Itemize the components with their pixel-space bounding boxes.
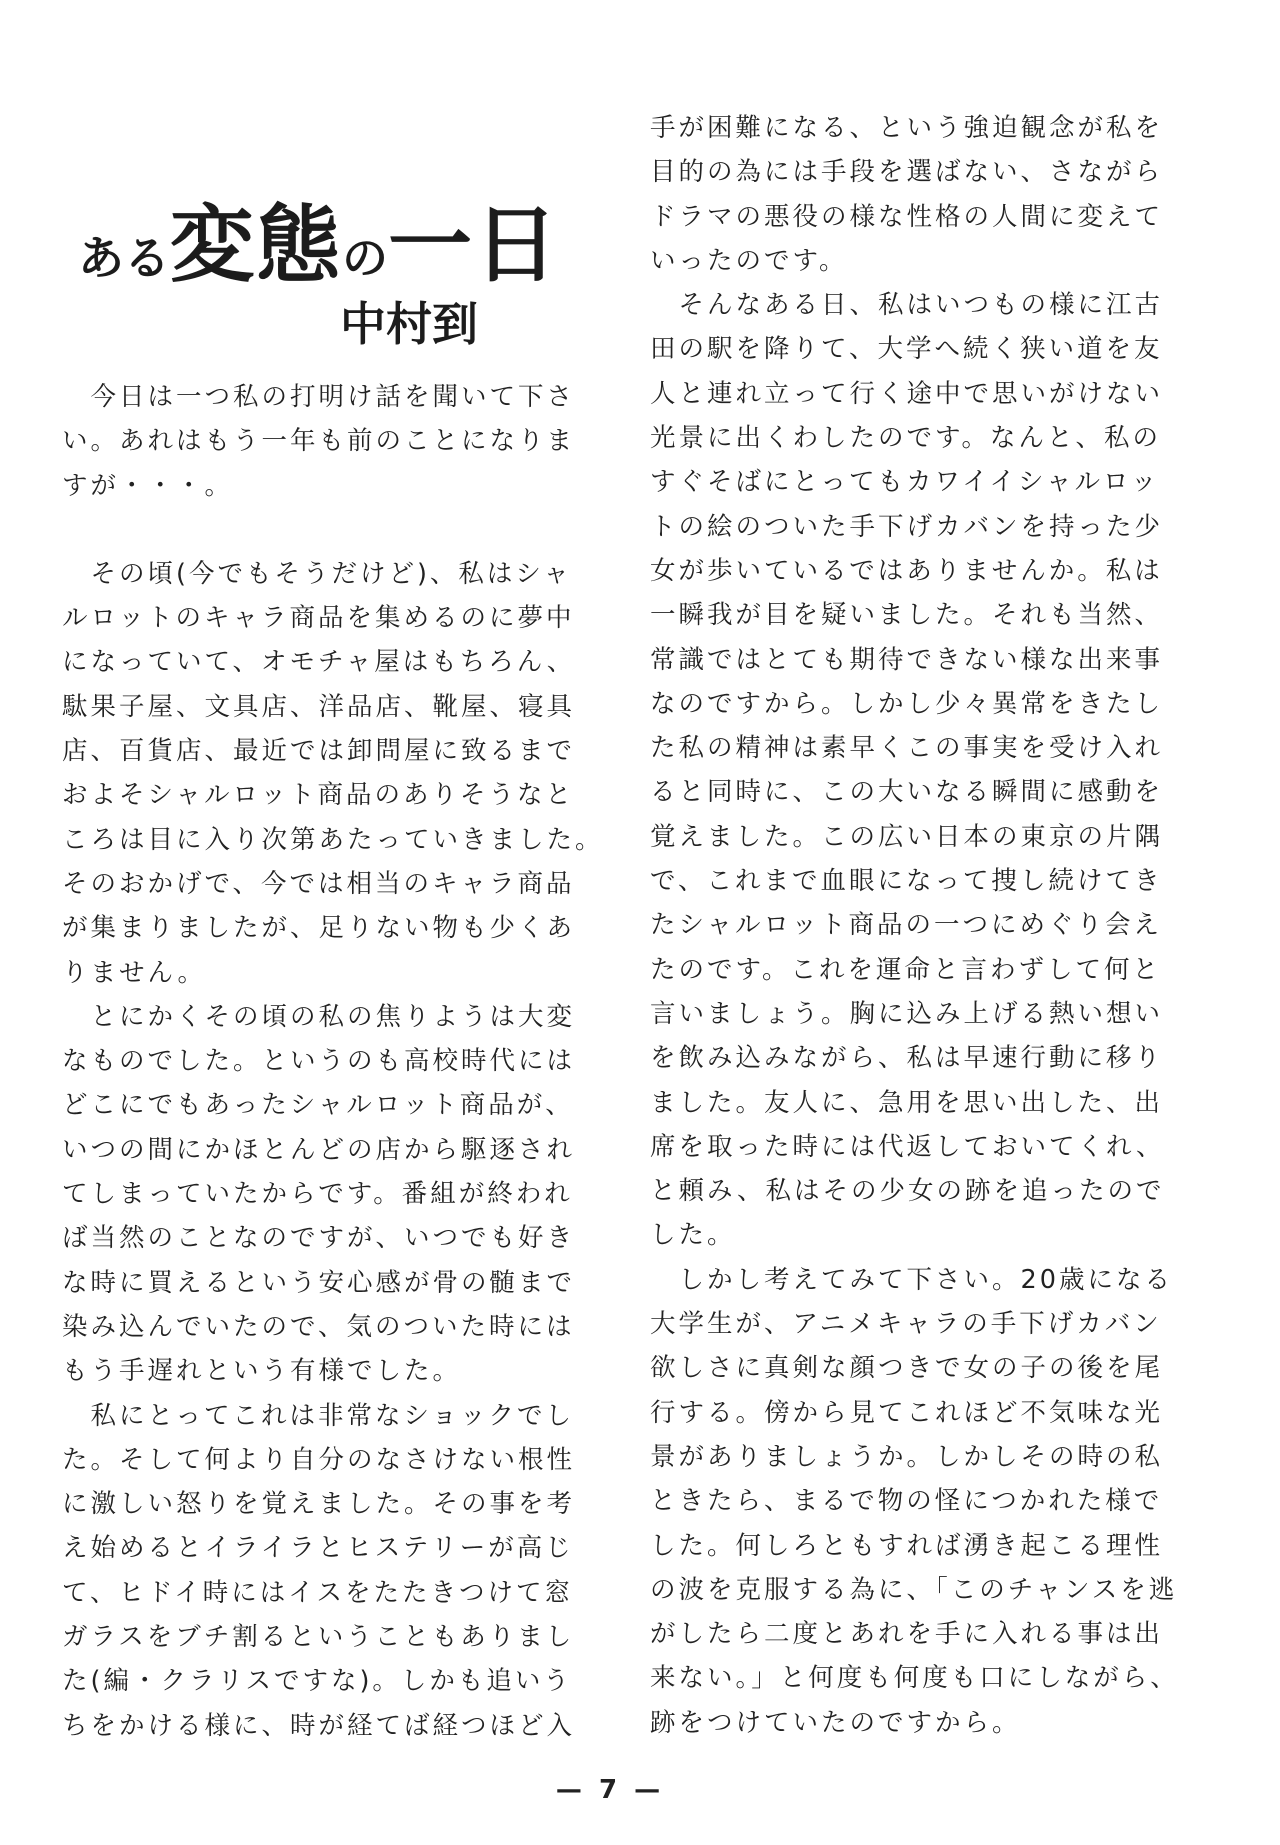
title-part-1: ある <box>78 231 170 285</box>
text-line: 染み込んでいたので、気のついた時には <box>62 1311 575 1342</box>
text-line: た(編・クラリスですな)。しかも追いう <box>62 1666 572 1697</box>
text-line: その頃(今でもそうだけど)、私はシャ <box>62 558 572 589</box>
title-part-3: の <box>342 231 389 285</box>
text-line: い。あれはもう一年も前のことになりま <box>62 426 576 457</box>
text-line: ころは目に入り次第あたっていきました。 <box>62 824 604 855</box>
text-line: て、ヒドイ時にはイスをたたきつけて窓 <box>62 1577 573 1608</box>
text-line: ば当然のことなのですが、いつでも好き <box>62 1223 576 1254</box>
text-line: りません。 <box>62 957 207 988</box>
left-column <box>62 375 602 1748</box>
text-line: した。 <box>650 1220 736 1251</box>
text-line: どこにでもあったシャルロット商品が、 <box>62 1090 574 1121</box>
text-line: ときたら、まるで物の怪につかれた様で <box>650 1486 1163 1517</box>
text-line: 人と連れ立って行く途中で思いがけない <box>650 378 1164 409</box>
text-line: した。何しろともすれば湧き起こる理性 <box>650 1530 1164 1561</box>
article-title <box>78 178 598 294</box>
text-line: 大学生が、アニメキャラの手下げカバン <box>650 1309 1162 1340</box>
text-line: で、これまで血眼になって捜し続けてき <box>650 866 1163 897</box>
text-line: と頼み、私はその少女の跡を追ったので <box>650 1176 1165 1207</box>
text-line: ガラスをブチ割るということもありまし <box>62 1622 575 1653</box>
page-number: — 7 — <box>555 1775 665 1805</box>
title-part-2: 変態 <box>170 195 343 294</box>
right-column <box>650 106 1190 1745</box>
text-line: なものでした。というのも高校時代には <box>62 1046 576 1077</box>
text-line: 今日は一つ私の打明け話を聞いて下さ <box>62 382 576 412</box>
author-name: 中村到 <box>340 297 478 351</box>
text-line: 女が歩いているではありませんか。私は <box>650 555 1163 586</box>
text-line: た。そして何より自分のなさけない根性 <box>62 1444 576 1475</box>
text-line: 手が困難になる、という強迫観念が私を <box>650 113 1164 143</box>
text-line: すが・・・。 <box>62 470 234 501</box>
text-line: 常識ではとても期待できない様な出来事 <box>650 644 1164 675</box>
text-line: ドラマの悪役の様な性格の人間に変えて <box>650 201 1164 232</box>
text-line: 欲しさに真剣な顔つきで女の子の後を尾 <box>650 1353 1164 1384</box>
text-line: 駄果子屋、文具店、洋品店、靴屋、寝具 <box>62 691 576 722</box>
text-line: 光景に出くわしたのです。なんと、私の <box>650 423 1161 454</box>
text-line: 行する。傍から見てこれほど不気味な光 <box>650 1397 1164 1428</box>
text-line: がしたら二度とあれを手に入れる事は出 <box>650 1619 1164 1650</box>
text-line: およそシャルロット商品のありそうなと <box>62 780 574 811</box>
text-line: 来ない。」と何度も何度も口にしながら、 <box>650 1663 1179 1694</box>
text-line: トの絵のついた手下げカバンを持った少 <box>650 511 1164 542</box>
text-line: の波を克服する為に、「このチャンスを逃 <box>650 1574 1178 1605</box>
text-line: 一瞬我が目を疑いました。それも当然、 <box>650 600 1164 631</box>
text-line: そんなある日、私はいつもの様に江古 <box>650 290 1164 321</box>
text-line: 席を取った時には代返しておいてくれ、 <box>650 1131 1165 1162</box>
text-line: 私にとってこれは非常なショックでし <box>62 1400 574 1431</box>
text-line <box>62 508 602 552</box>
text-line: そのおかげで、今では相当のキャラ商品 <box>62 868 575 899</box>
text-line: な時に買えるという安心感が骨の髄まで <box>62 1267 576 1298</box>
text-line: てしまっていたからです。番組が終われ <box>62 1179 573 1210</box>
text-line: たのです。これを運命と言わずして何と <box>650 954 1161 985</box>
text-line: ルロットのキャラ商品を集めるのに夢中 <box>62 603 575 634</box>
text-line: とにかくその頃の私の焦りようは大変 <box>62 1001 576 1032</box>
text-line: ると同時に、この大いなる瞬間に感動を <box>650 777 1164 808</box>
text-line: 覚えました。この広い日本の東京の片隅 <box>650 821 1164 852</box>
text-line: になっていて、オモチャ屋はもちろん、 <box>62 647 576 678</box>
text-line: に激しい怒りを覚えました。その事を考 <box>62 1489 576 1520</box>
text-line: たシャルロット商品の一つにめぐり会え <box>650 910 1162 941</box>
text-line: た私の精神は素早くこの事実を受け入れ <box>650 733 1164 764</box>
text-line: ちをかける様に、時が経てば経つほど入 <box>62 1710 576 1741</box>
text-line: しかし考えてみて下さい。20歳になる <box>650 1264 1173 1295</box>
text-line: もう手遅れという有様でした。 <box>62 1356 462 1387</box>
text-line: いつの間にかほとんどの店から駆逐され <box>62 1134 576 1165</box>
text-line: 跡をつけていたのですから。 <box>650 1707 1021 1738</box>
text-line: 店、百貨店、最近では卸問屋に致るまで <box>62 736 576 767</box>
title-part-4: 一日 <box>388 195 561 294</box>
text-line: 田の駅を降りて、大学へ続く狭い道を友 <box>650 334 1163 365</box>
text-line: 目的の為には手段を選ばない、さながら <box>650 157 1164 188</box>
text-line: いったのです。 <box>650 245 848 276</box>
text-line: 景がありましょうか。しかしその時の私 <box>650 1441 1164 1472</box>
text-line: を飲み込みながら、私は早速行動に移り <box>650 1043 1164 1074</box>
text-line: なのですから。しかし少々異常をきたし <box>650 688 1164 719</box>
text-line: ました。友人に、急用を思い出した、出 <box>650 1087 1164 1118</box>
text-line: が集まりましたが、足りない物も少くあ <box>62 913 576 944</box>
text-line: 言いましょう。胸に込み上げる熱い想い <box>650 998 1164 1029</box>
text-line: え始めるとイライラとヒステリーが高じ <box>62 1533 574 1564</box>
text-line: すぐそばにとってもカワイイシャルロッ <box>650 467 1160 498</box>
